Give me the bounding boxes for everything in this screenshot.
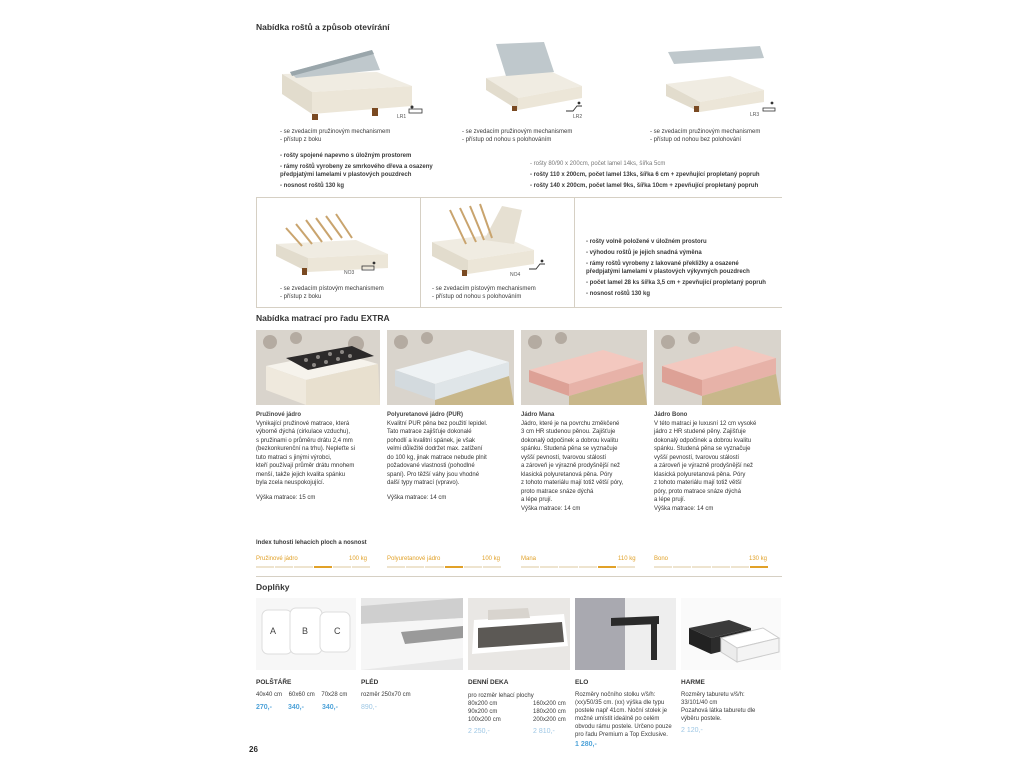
price: 890,- <box>361 704 377 711</box>
firmness-label: Mana <box>521 556 537 562</box>
divider <box>256 197 782 198</box>
bed-code-lr1: LR1 <box>397 114 407 120</box>
bed-side-access-icon <box>408 104 424 116</box>
price: 270,- <box>256 704 272 711</box>
pled-image <box>361 598 463 670</box>
price: 340,- <box>322 704 338 711</box>
section-title-matrace: Nabídka matrací pro řadu EXTRA <box>256 313 390 323</box>
price: 340,- <box>288 704 304 711</box>
accessory-desc: 40x40 cm 60x60 cm 70x28 cm <box>256 692 348 698</box>
mattress-card-bono: Jádro Bono V této matraci je luxusní 12 cm vysoké jádro z HR studené pěny. Zajišťuje dokonalý odpočinek a dobrou kvalitu spánku. Studená pěna se vyznačuje vyšší pevností, tvarovou stálostí a zároveň je výrazně prodyšnější než klasická polyuretanová pěna. Póry z tohoto materiálu mají totiž větší póry, proto matrace snáze dýchá a lépe prují. Výška matrace: 14 cm <box>654 412 757 512</box>
accessory-desc: rozměr 250x70 cm <box>361 692 411 698</box>
firmness-label: Bono <box>654 556 669 562</box>
mattress-card-mana: Jádro Mana Jádro, které je na povrchu změkčené 3 cm HR studenou pěnou. Zajišťuje dokonalý odpočinek a dobrou kvalitu spánku. Studená pěna se vyznačuje vyšší pevností, tvarovou stálostí a zároveň je výrazně prodyšnější než klasická polyuretanová pěna. Póry z tohoto materiálu mají totiž větší póry, proto matrace snáze dýchá a lépe prují. Výška matrace: 14 cm <box>521 412 624 512</box>
pillows-image <box>256 598 356 670</box>
bed-foot-access-icon <box>565 100 583 114</box>
mattress-card-pur: Polyuretanové jádro (PUR) Kvalitní PUR pěna bez použití lepidel. Tato matrace zajišťuje dokonalé pohodlí a kvalitní spánek, je však velmi důležité dodržet max. zatížení do 100 kg, jinak matrace nebude plnit požadované vlastnosti (pohodlné spaní). Pro těžší váhy jsou vhodné další typy matrací (vpravo). Výška matrace: 14 cm <box>387 412 488 501</box>
firmness-value: 100 kg <box>482 556 501 562</box>
accessory-desc: 160x200 cm 180x200 cm 200x200 cm <box>533 701 566 723</box>
accessory-title: POLŠTÁŘE <box>256 679 292 686</box>
pillow-label: A <box>270 626 277 636</box>
section-title-doplnky: Doplňky <box>256 582 290 592</box>
firmness-bar <box>256 566 370 568</box>
features-list-right: - rošty 80/90 x 200cm, počet lamel 14ks, šířka 5cm - rošty 110 x 200cm, počet lamel 13ks, šířka 6 cm + zpevňující propletaný popruh - rošty 140 x 200cm, počet lamel 9ks, šířka 10cm + zpevňující propletaný popruh <box>530 161 760 189</box>
bed-code-no4: NO4 <box>510 272 521 278</box>
accessory-title: DENNÍ DEKA <box>468 679 509 686</box>
firmness-bar <box>654 566 768 568</box>
accessory-desc: pro rozměr lehací plochy 80x200 cm 90x200 cm 100x200 cm <box>468 693 534 723</box>
price: 1 280,- <box>575 741 597 748</box>
pillow-label: C <box>334 626 341 636</box>
price: 2 120,- <box>681 727 703 734</box>
divider <box>256 576 782 577</box>
bed-foot-access-icon <box>528 258 546 272</box>
firmness-label: Pružinové jádro <box>256 556 298 562</box>
accessory-desc: Rozměry taburetu v/š/h: 33/101/40 cm Pozahová látka taburetu dle výběru postele. <box>681 692 756 722</box>
divider-vertical <box>256 197 257 307</box>
mattress-image-mana <box>521 330 647 405</box>
page-number: 26 <box>249 745 258 754</box>
firmness-label: Polyuretanové jádro <box>387 556 441 562</box>
divider-vertical <box>574 197 575 307</box>
accessory-title: HARME <box>681 679 705 686</box>
mattress-card-spring: Pružinové jádro Vynikající pružinové matrace, která výborně dýchá (cirkulace vzduchu), s pružinami o průměru drátu 2,4 mm (bezkonkurenční na trhu). Nepleťte si tuto matraci s jinými výrobci, kteří používají průměr drátu mnohem menší, takže jejich kvalita spánku byla zcela neuspokojující. Výška matrace: 15 cm <box>256 412 355 501</box>
features-list-bottom: - rošty volně položené v úložném prostoru - výhodou roštů je jejich snadná výměna - rámy roštů vyrobeny z lakované překližky a osazené předpjatými lamelami v plastových výkyvných pouzdrech - počet lamel 28 ks šířka 3,5 cm + zpevňující propletaný popruh - nosnost roštů 130 kg <box>586 239 766 297</box>
accessory-desc: Rozměry nočního stolku v/š/h: (xx)/50/35 cm. (xx) výška dle typu postele např 41cm. Noční stolek je možné umístit ideálně po celém obvodu rámu postele. Určeno pouze pro řadu Premium a Top Exclusive. <box>575 692 672 738</box>
bed-code-lr2: LR2 <box>573 114 583 120</box>
mattress-image-spring <box>256 330 380 405</box>
firmness-bar <box>387 566 501 568</box>
bed-foot-access-icon <box>762 100 776 114</box>
features-list-left: - rošty spojené napevno s úložným prostorem - rámy roštů vyrobeny ze smrkového dřeva a osazeny předpjatými lamelami v plastových pouzdrech - nosnost roštů 130 kg <box>280 153 433 189</box>
nightstand-elo-image <box>575 598 676 670</box>
bed-image-no4 <box>428 200 540 276</box>
bed-desc-no3: - se zvedacím pístovým mechanismem - přístup z boku <box>280 286 384 300</box>
firmness-value: 110 kg <box>618 556 636 562</box>
bed-code-lr3: LR3 <box>750 112 760 118</box>
divider <box>256 307 782 308</box>
bed-desc-lr2: - se zvedacím pružinovým mechanismem - přístup od nohou s polohováním <box>462 129 573 143</box>
mattress-image-bono <box>654 330 781 405</box>
bed-desc-lr1: - se zvedacím pružinovým mechanismem - přístup z boku <box>280 129 391 143</box>
bed-image-lr1 <box>272 42 422 122</box>
accessory-title: PLÉD <box>361 679 379 686</box>
firmness-bar <box>521 566 635 568</box>
bed-code-no3: NO3 <box>344 270 355 276</box>
bed-desc-no4: - se zvedacím pístovým mechanismem - přístup od nohou s polohováním <box>432 286 536 300</box>
firmness-index-title: Index tuhosti lehacích ploch a nosnost <box>256 540 367 546</box>
accessory-title: ELO <box>575 679 589 686</box>
divider-vertical <box>420 197 421 307</box>
bed-side-access-icon <box>360 260 378 274</box>
bed-desc-lr3: - se zvedacím pružinovým mechanismem - přístup od nohou bez polohování <box>650 129 761 143</box>
price: 2 250,- <box>468 728 490 735</box>
firmness-value: 130 kg <box>749 556 768 562</box>
pillow-label: B <box>302 626 309 636</box>
firmness-value: 100 kg <box>349 556 368 562</box>
mattress-image-pur <box>387 330 514 405</box>
section-title-rosty: Nabídka roštů a způsob otevírání <box>256 22 390 32</box>
day-blanket-image <box>468 598 570 670</box>
bed-image-lr3 <box>660 44 770 114</box>
stool-harme-image <box>681 598 781 670</box>
price: 2 810,- <box>533 728 555 735</box>
